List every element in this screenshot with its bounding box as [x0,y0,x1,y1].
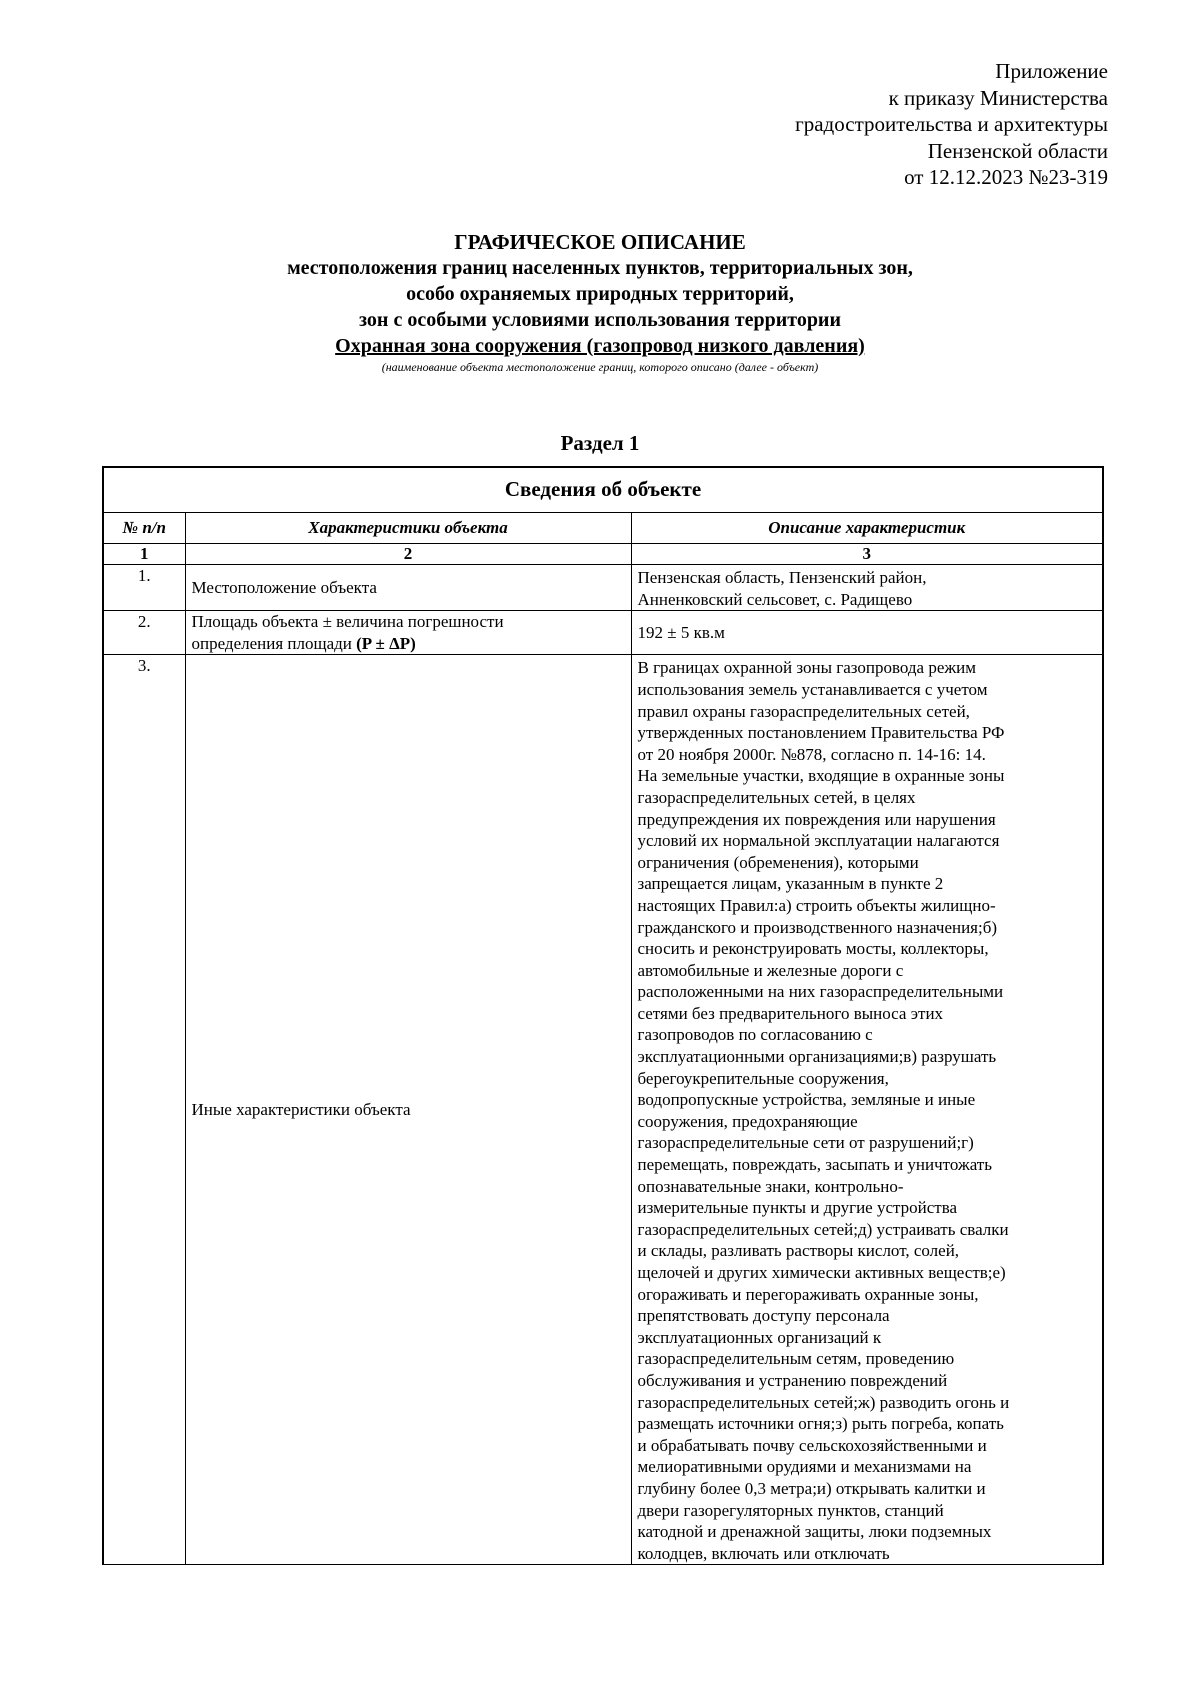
description-line: водопропускные устройства, земляные и иные [637,1090,976,1110]
characteristic-line: Площадь объекта ± величина погрешности [191,612,504,632]
column-header-num: № п/п [103,513,185,544]
description-line: газораспределительные сети от разрушений;г) [637,1133,974,1153]
description-line: мелиоративными орудиями и механизмами на [637,1457,972,1477]
description-line: от 20 ноября 2000г. №878, согласно п. 14-16: 14. [637,744,986,764]
column-number: 3 [631,544,1103,565]
description-line: утвержденных постановлением Правительства РФ [637,723,1005,743]
column-number: 1 [103,544,185,565]
description-line: автомобильные и железные дороги с [637,960,904,980]
description-line: предупреждения их повреждения или нарушения [637,809,996,829]
description-line: измерительные пункты и другие устройства [637,1198,958,1218]
description-line: и обрабатывать почву сельскохозяйственными и [637,1435,987,1455]
row-number: 2. [103,611,185,655]
document-subtitle-line: особо охраняемых природных территорий, [406,283,794,305]
description-line: расположенными на них газораспределительными [637,982,1004,1002]
table-caption-row [103,467,1103,513]
description-line: опознавательные знаки, контрольно- [637,1176,904,1196]
row-characteristic [185,611,631,655]
document-title-block [0,229,1200,374]
description-line: Пензенская область, Пензенский район, [637,568,927,587]
document-subtitle-line: зон с особыми условиями использования территории [359,309,841,331]
description-line: использования земель устанавливается с учетом [637,679,988,699]
description-line: ограничения (обременения), которыми [637,852,919,872]
approval-block [668,58,1108,191]
row-number: 3. [103,655,185,1565]
approval-line: от 12.12.2023 №23-319 [904,165,1108,189]
approval-line: к приказу Министерства [888,85,1108,110]
description-line: обслуживания и устранению повреждений [637,1370,948,1390]
description-line: двери газорегуляторных пунктов, станций [637,1500,944,1520]
description-line: запрещается лицам, указанным в пункте 2 [637,874,944,894]
area-formula: (P ± ΔP) [356,633,416,653]
description-line: эксплуатационными организациями;в) разрушать [637,1047,997,1067]
description-line: глубину более 0,3 метра;и) открывать калитки и [637,1478,986,1498]
approval-line: Приложение [995,59,1108,83]
object-info-table [102,466,1104,1565]
object-name-text: Охранная зона сооружения (газопровод низкого давления) [335,335,865,357]
row-description [631,655,1103,1565]
object-info-table-wrap [102,466,1102,1565]
row-characteristic: Местоположение объекта [185,565,631,611]
column-number: 2 [185,544,631,565]
approval-line: Пензенской области [927,138,1108,163]
table-row [103,655,1103,1565]
description-line: сооружения, предохраняющие [637,1111,858,1131]
description-line: Анненковский сельсовет, с. Радищево [637,589,913,609]
description-line: На земельные участки, входящие в охранные зоны [637,766,1005,786]
row-description: 192 ± 5 кв.м [631,611,1103,655]
column-header-description: Описание характеристик [631,513,1103,544]
description-line: перемещать, повреждать, засыпать и уничтожать [637,1155,992,1175]
description-line: правил охраны газораспределительных сетей, [637,701,970,721]
description-line: газораспределительных сетей, в целях [637,787,916,807]
table-caption: Сведения об объекте [103,467,1103,513]
description-line: катодной и дренажной защиты, люки подземных [637,1522,992,1542]
description-line: препятствовать доступу персонала [637,1306,890,1326]
row-characteristic: Иные характеристики объекта [185,655,631,1565]
description-line: эксплуатационных организаций к [637,1327,882,1347]
description-line: огораживать и перегораживать охранные зоны, [637,1284,979,1304]
description-line: размещать источники огня;з) рыть погреба, копать [637,1414,1004,1434]
description-line: сетями без предварительного выноса этих [637,1003,944,1023]
object-name-note: (наименование объекта местоположение границ, которого описано (далее - объект) [381,360,819,374]
description-line: условий их нормальной эксплуатации налагаются [637,831,1000,851]
row-number: 1. [103,565,185,611]
table-row [103,611,1103,655]
characteristic-line [192,633,625,655]
object-name [0,333,1200,360]
row-description [631,565,1103,611]
description-line: настоящих Правил:а) строить объекты жилищно- [637,895,996,915]
approval-line: градостроительства и архитектуры [795,112,1108,136]
section-title: Раздел 1 [560,431,640,455]
description-line: гражданского и производственного назначения;б) [637,917,998,937]
table-header-row [103,513,1103,544]
description-line: колодцев, включать или отключать [637,1543,890,1563]
description-line: В границах охранной зоны газопровода режим [637,658,976,678]
description-line: щелочей и других химически активных веществ;е) [637,1263,1006,1282]
description-line: берегоукрепительные сооружения, [637,1068,889,1088]
column-number-row [103,544,1103,565]
document-subtitle-line: местоположения границ населенных пунктов, территориальных зон, [287,257,913,279]
description-line: газопроводов по согласованию с [637,1025,873,1045]
description-line: и склады, разливать растворы кислот, солей, [637,1241,960,1261]
description-line: газораспределительных сетей;д) устраивать свалки [637,1219,1009,1239]
column-header-characteristic: Характеристики объекта [185,513,631,544]
description-line: газораспределительных сетей;ж) разводить огонь и [637,1392,1010,1412]
description-line: газораспределительным сетям, проведению [637,1349,955,1369]
description-line: сносить и реконструировать мосты, коллекторы, [637,939,989,959]
document-title: ГРАФИЧЕСКОЕ ОПИСАНИЕ [454,230,746,254]
table-row [103,565,1103,611]
characteristic-text: определения площади [191,633,357,653]
